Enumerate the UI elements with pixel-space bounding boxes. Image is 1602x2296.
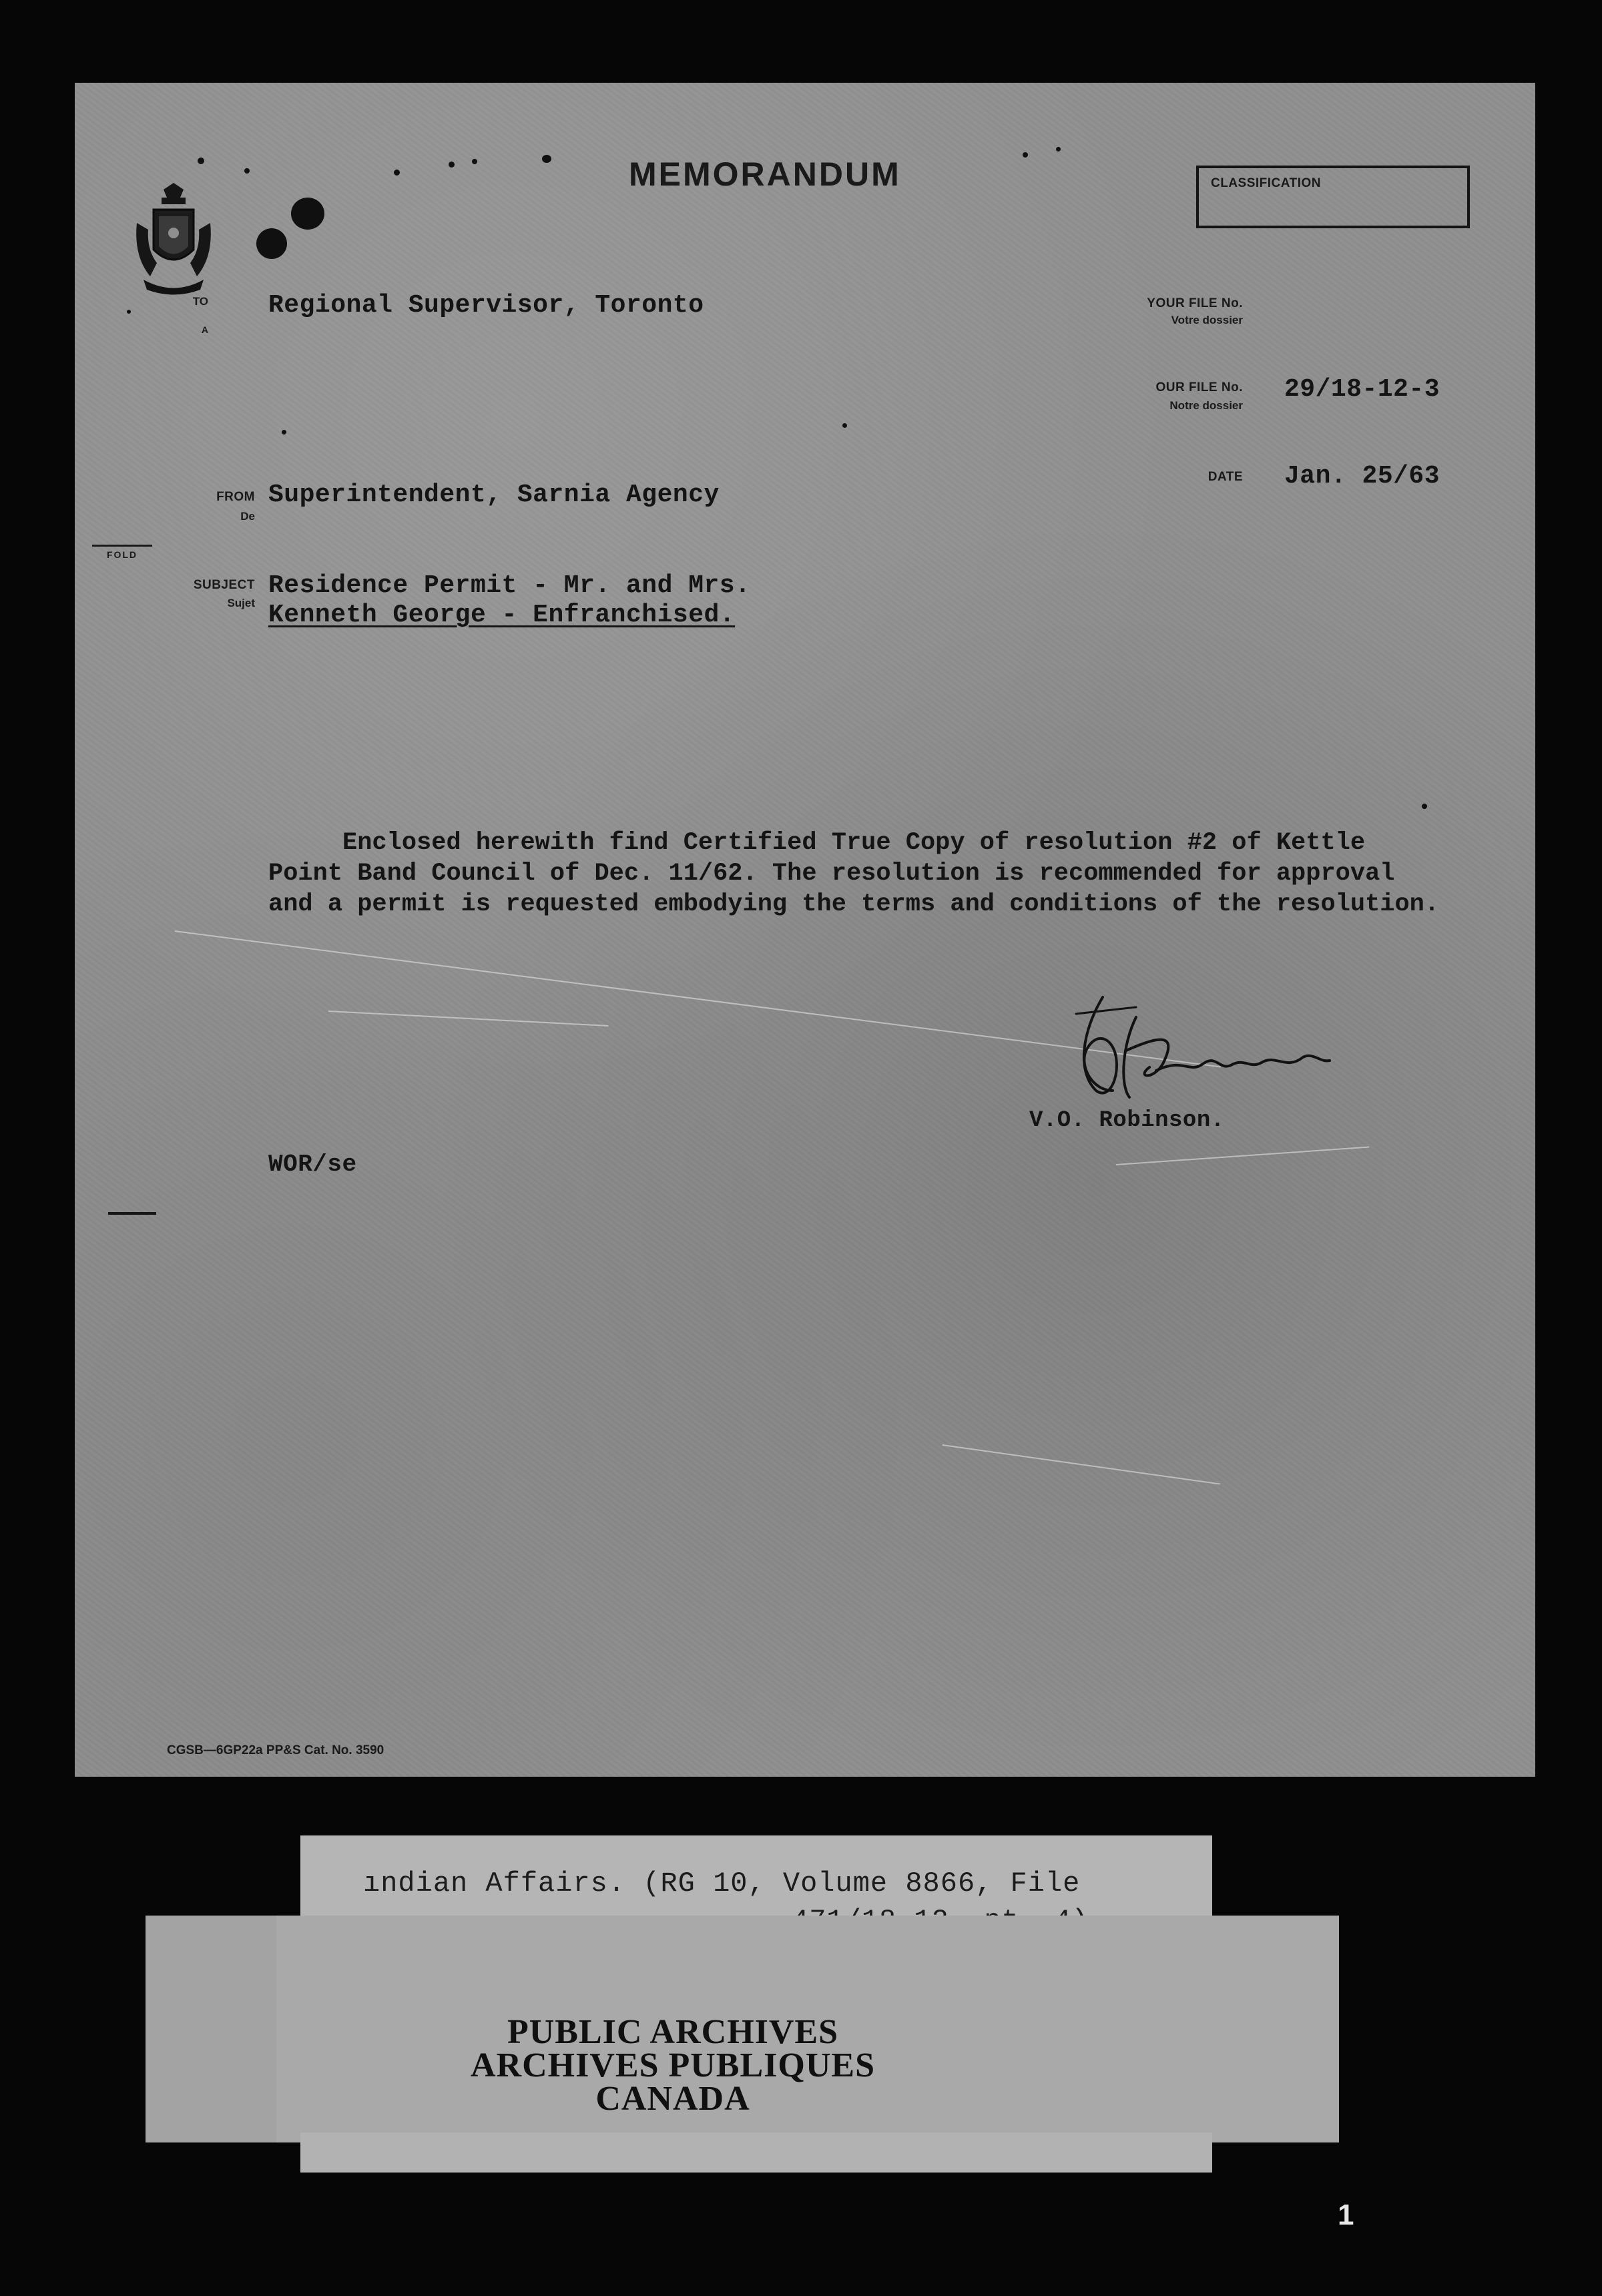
margin-dash — [108, 1212, 156, 1215]
subject-line-1: Residence Permit - Mr. and Mrs. — [268, 571, 751, 600]
memorandum-sheet — [75, 83, 1535, 1777]
from-label-fr: De — [240, 510, 255, 523]
coat-of-arms-logo — [134, 183, 214, 296]
to-value: Regional Supervisor, Toronto — [268, 291, 704, 320]
memo-body — [268, 828, 1439, 920]
archive-card-tab — [146, 1916, 276, 2142]
classification-label: CLASSIFICATION — [1211, 176, 1321, 190]
to-label-fr: A — [201, 324, 208, 335]
date-value: Jan. 25/63 — [1284, 462, 1440, 491]
our-file-label: OUR FILE No. — [1155, 380, 1243, 394]
subject-label: SUBJECT — [193, 578, 255, 592]
frame-mark: 1 — [1338, 2199, 1354, 2231]
from-value: Superintendent, Sarnia Agency — [268, 481, 720, 509]
form-number: CGSB—6GP22a PP&S Cat. No. 3590 — [167, 1743, 384, 1757]
archive-reference-line-1: ındian Affairs. (RG 10, Volume 8866, File — [363, 1868, 1081, 1900]
your-file-label-fr: Votre dossier — [1171, 314, 1243, 326]
from-label: FROM — [216, 490, 255, 504]
fold-mark — [92, 545, 152, 560]
date-label: DATE — [1208, 470, 1243, 484]
subject-label-fr: Sujet — [227, 597, 255, 609]
body-line-2: Point Band Council of Dec. 11/62. The resolution is recommended for approval — [268, 860, 1395, 888]
our-file-value: 29/18-12-3 — [1284, 375, 1440, 404]
classification-box — [1196, 166, 1470, 228]
body-line-1: Enclosed herewith find Certified True Copy of resolution #2 of Kettle — [268, 829, 1366, 857]
typist-initials: WOR/se — [268, 1151, 357, 1178]
stamp-line-3: CANADA — [595, 2080, 750, 2118]
stamp-line-2: ARCHIVES PUBLIQUES — [470, 2046, 876, 2084]
fold-label: FOLD — [106, 549, 138, 560]
signature-name: V.O. Robinson. — [1029, 1108, 1225, 1133]
to-label: TO — [192, 295, 208, 308]
archive-card — [146, 1916, 1339, 2142]
your-file-label: YOUR FILE No. — [1147, 296, 1243, 310]
stamp-line-1: PUBLIC ARCHIVES — [507, 2013, 839, 2051]
archive-card-strip — [300, 2132, 1212, 2173]
archive-stamp — [386, 2013, 960, 2118]
body-line-3: and a permit is requested embodying the terms and conditions of the resolution. — [268, 890, 1440, 918]
subject-line-2: Kenneth George - Enfranchised. — [268, 601, 736, 629]
our-file-label-fr: Notre dossier — [1169, 399, 1243, 412]
memo-title: MEMORANDUM — [629, 156, 901, 193]
